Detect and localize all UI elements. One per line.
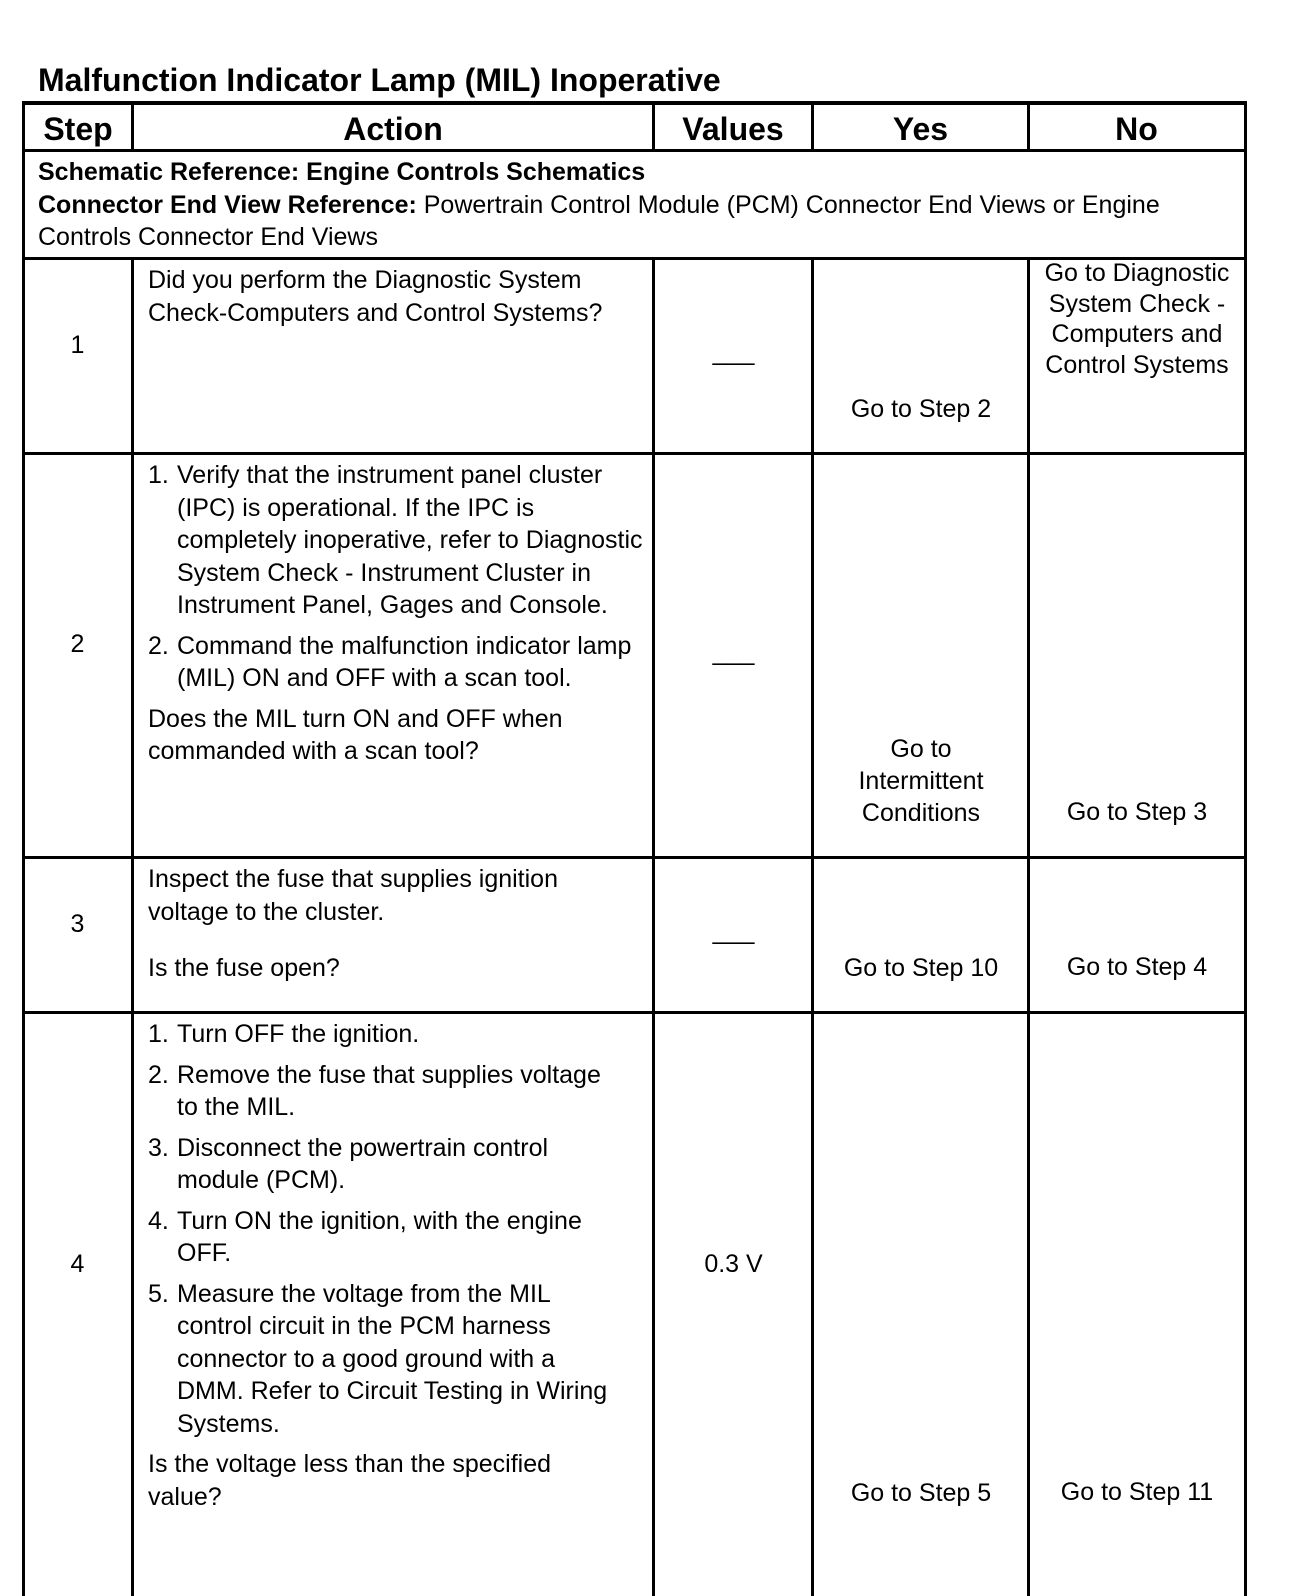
- step-text: Command the malfunction indicator lamp (MIL) ON and OFF with a scan tool.: [177, 631, 632, 692]
- action-question: Is the fuse open?: [148, 954, 340, 982]
- no-cell: Go to Step 3: [1066, 798, 1208, 826]
- col-divider: [811, 257, 814, 1596]
- no-cell: Go to Diagnostic System Check - Computers and Control Systems: [1044, 259, 1230, 379]
- action-text: [148, 1018, 628, 1513]
- action-step: [148, 1278, 628, 1441]
- action-step: [148, 459, 643, 622]
- step-index: 4.: [148, 1206, 169, 1235]
- step-number: 2: [70, 630, 85, 658]
- rule-row1-bottom: [22, 452, 1247, 455]
- step-text: Verify that the instrument panel cluster (IPC) is operational. If the IPC is completely inoperative, refer to Diagnostic System Check - Instrument Cluster in Instrument Panel, Gages and Console.: [177, 461, 643, 619]
- step-text: Turn OFF the ignition.: [177, 1020, 420, 1048]
- action-steps: [148, 459, 643, 695]
- step-text: Remove the fuse that supplies voltage to the MIL.: [177, 1060, 601, 1121]
- value-cell: ___: [712, 638, 755, 666]
- action-step: [148, 630, 643, 695]
- step-text: Turn ON the ignition, with the engine OFF.: [177, 1206, 582, 1267]
- rule-row2-bottom: [22, 856, 1247, 859]
- no-cell: Go to Step 11: [1060, 1478, 1214, 1506]
- connector-reference-label: Connector End View Reference:: [38, 190, 417, 219]
- header-step: Step: [43, 111, 113, 147]
- action-question: Is the voltage less than the specified value?: [148, 1450, 552, 1511]
- header-values: Values: [682, 111, 784, 147]
- document-title: Malfunction Indicator Lamp (MIL) Inoperative: [38, 62, 721, 98]
- step-number: 1: [70, 331, 85, 359]
- action-text: [148, 459, 643, 768]
- value-cell: 0.3 V: [704, 1250, 763, 1278]
- step-index: 1.: [148, 1020, 169, 1048]
- yes-cell: Go to Intermittent Conditions: [858, 735, 984, 827]
- no-cell: Go to Step 4: [1066, 953, 1208, 981]
- step-index: 1.: [148, 461, 169, 489]
- action-step: [148, 1205, 628, 1270]
- step-text: Disconnect the powertrain control module (PCM).: [177, 1133, 549, 1194]
- col-divider: [131, 257, 134, 1596]
- header-action: Action: [343, 111, 443, 147]
- action-steps: [148, 1018, 628, 1440]
- reference-block: [38, 156, 1228, 254]
- col-divider: [652, 257, 655, 1596]
- action-question: Does the MIL turn ON and OFF when commanded with a scan tool?: [148, 704, 563, 765]
- step-index: 3.: [148, 1133, 169, 1162]
- action-text: [148, 264, 628, 329]
- rule-row3-bottom: [22, 1011, 1247, 1014]
- step-index: 2.: [148, 631, 169, 660]
- action-text: [148, 863, 643, 985]
- connector-reference-text: Powertrain Control Module (PCM) Connector End Views or Engine Controls Connector End Views: [38, 190, 1160, 251]
- action-step: [148, 1132, 628, 1197]
- step-text: Measure the voltage from the MIL control circuit in the PCM harness connector to a good ground with a DMM. Refer to Circuit Testing in Wiring Systems.: [177, 1279, 608, 1438]
- action-step: [148, 1059, 628, 1124]
- step-index: 2.: [148, 1060, 169, 1089]
- yes-cell: Go to Step 2: [850, 395, 992, 423]
- header-yes: Yes: [892, 111, 949, 147]
- col-divider: [1027, 257, 1030, 1596]
- value-cell: ___: [712, 917, 755, 945]
- step-number: 3: [70, 910, 85, 938]
- action-instruction: Inspect the fuse that supplies ignition voltage to the cluster.: [148, 865, 558, 926]
- step-index: 5.: [148, 1279, 169, 1308]
- yes-cell: Go to Step 5: [850, 1479, 992, 1507]
- value-cell: ___: [712, 338, 755, 366]
- schematic-reference: Schematic Reference: Engine Controls Schematics: [38, 158, 646, 186]
- header-no: No: [1115, 111, 1158, 147]
- step-number: 4: [70, 1250, 85, 1278]
- action-step: [148, 1018, 628, 1051]
- action-question: Did you perform the Diagnostic System Check-Computers and Control Systems?: [148, 266, 603, 327]
- yes-cell: Go to Step 10: [843, 954, 999, 982]
